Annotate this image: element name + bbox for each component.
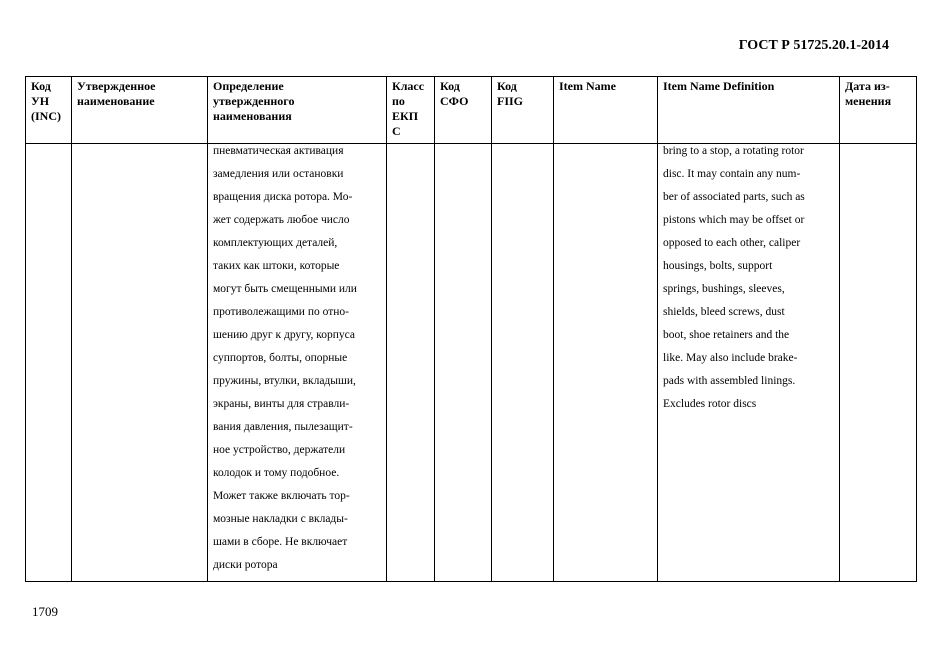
fiig-code-cell [492, 144, 554, 582]
document-code: ГОСТ Р 51725.20.1-2014 [738, 38, 889, 53]
table-header-row [26, 77, 917, 144]
column-header: Код FIIG [492, 77, 554, 144]
definition-line: комплектующих деталей, [213, 237, 338, 249]
definition-line: springs, bushings, sleeves, [663, 283, 785, 295]
catalog-table [25, 76, 917, 582]
definition-line: disc. It may contain any num- [663, 168, 801, 180]
page-number: 1709 [32, 604, 58, 619]
definition-line: пневматическая активация [213, 145, 344, 157]
definition-line: like. May also include brake- [663, 352, 798, 364]
change-date-cell [840, 144, 917, 582]
definition-line: boot, shoe retainers and the [663, 329, 790, 341]
column-header: Item Name [554, 77, 658, 144]
column-header: Утвержденное наименование [72, 77, 208, 144]
definition-line: pads with assembled linings. [663, 375, 796, 387]
definition-line: шами в сборе. Не включает [213, 536, 348, 548]
definition-line: pistons which may be offset or [663, 214, 805, 226]
definition-line: пружины, втулки, вкладыши, [213, 375, 356, 387]
definition-ru-cell [208, 144, 387, 582]
inc-cell [26, 144, 72, 582]
definition-line: Может также включать тор- [213, 490, 350, 502]
column-header: Код УН (INC) [26, 77, 72, 144]
definition-line: opposed to each other, caliper [663, 237, 801, 249]
definition-line: Excludes rotor discs [663, 398, 757, 410]
definition-line: housings, bolts, support [663, 260, 773, 272]
column-header: Класс по ЕКП С [387, 77, 435, 144]
definition-line: замедления или остановки [213, 168, 344, 180]
definition-line: суппортов, болты, опорные [213, 352, 348, 364]
definition-line: могут быть смещенными или [213, 283, 357, 295]
ekps-class-cell [387, 144, 435, 582]
definition-line: ber of associated parts, such as [663, 191, 805, 203]
definition-line: bring to a stop, a rotating rotor [663, 145, 804, 157]
column-header: Код СФО [435, 77, 492, 144]
definition-line: вращения диска ротора. Мо- [213, 191, 353, 203]
definition-line: жет содержать любое число [213, 214, 350, 226]
item-name-cell [554, 144, 658, 582]
definition-line: мозные накладки с вклады- [213, 513, 348, 525]
definition-line: shields, bleed screws, dust [663, 306, 785, 318]
approved-name-cell [72, 144, 208, 582]
definition-line: таких как штоки, которые [213, 260, 340, 272]
sfo-code-cell [435, 144, 492, 582]
definition-line: вания давления, пылезащит- [213, 421, 353, 433]
definition-en-cell [658, 144, 840, 582]
column-header: Дата из- менения [840, 77, 917, 144]
table-row [26, 144, 917, 582]
definition-line: диски ротора [213, 559, 278, 571]
definition-line: экраны, винты для стравли- [213, 398, 350, 410]
definition-line: противолежащими по отно- [213, 306, 349, 318]
column-header: Определение утвержденного наименования [208, 77, 387, 144]
column-header: Item Name Definition [658, 77, 840, 144]
definition-line: шению друг к другу, корпуса [213, 329, 356, 341]
definition-line: колодок и тому подобное. [213, 467, 340, 479]
definition-line: ное устройство, держатели [213, 444, 346, 456]
